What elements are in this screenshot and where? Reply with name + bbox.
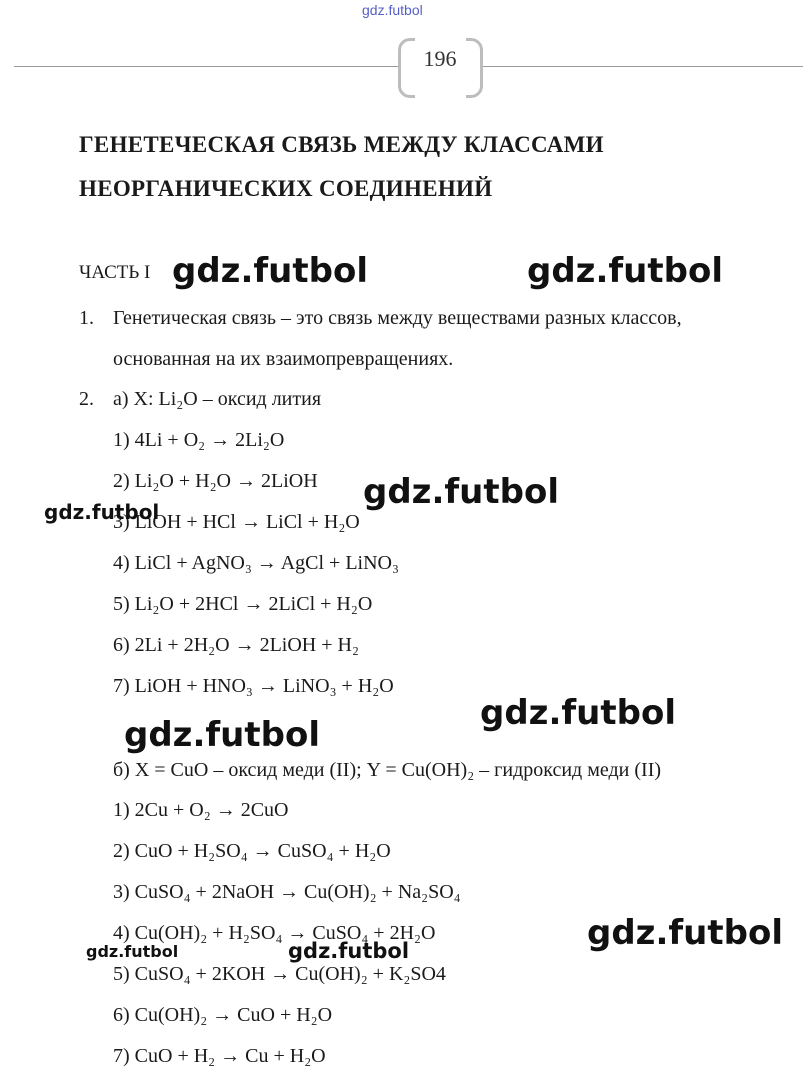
watermark: gdz.futbol [124, 715, 320, 755]
q2a-equation-1: 1) 4Li + O₂ → 2Li₂O [113, 429, 285, 451]
page-title-line-1: ГЕНЕТЕЧЕСКАЯ СВЯЗЬ МЕЖДУ КЛАССАМИ [79, 132, 604, 157]
q2a-equation-4: 4) LiCl + AgNO₃ → AgCl + LiNO₃ [113, 552, 399, 574]
q2a-equation-5: 5) Li₂O + 2HCl → 2LiCl + H₂O [113, 593, 373, 615]
q2b-equation-6: 6) Cu(OH)₂ → CuO + H₂O [113, 1004, 333, 1026]
page-number-bracket-right [466, 38, 483, 98]
q2b-equation-7: 7) CuO + H₂ → Cu + H₂O [113, 1045, 326, 1067]
watermark: gdz.futbol [480, 693, 676, 733]
q2-number: 2. [79, 388, 94, 410]
q2b-equation-1: 1) 2Cu + O₂ → 2CuO [113, 799, 289, 821]
q2b-equation-2: 2) CuO + H₂SO₄ → CuSO₄ + H₂O [113, 840, 391, 862]
q2b-header: б) X = CuO – оксид меди (II); Y = Cu(OH)₂ – гидроксид меди (II) [113, 759, 662, 781]
watermark: gdz.futbol [363, 472, 559, 512]
q2a-equation-7: 7) LiOH + HNO₃ → LiNO₃ + H₂O [113, 675, 394, 697]
q2a-equation-6: 6) 2Li + 2H₂O → 2LiOH + H₂ [113, 634, 359, 656]
q2a-equation-2: 2) Li₂O + H₂O → 2LiOH [113, 470, 318, 492]
q2a-header: а) X: Li₂O – оксид лития [113, 388, 322, 410]
page-number: 196 [423, 46, 457, 71]
watermark: gdz.futbol [587, 913, 783, 953]
page-title-line-2: НЕОРГАНИЧЕСКИХ СОЕДИНЕНИЙ [79, 176, 493, 201]
watermark: gdz.futbol [288, 939, 410, 963]
q2a-equation-3: 3) LiOH + HCl → LiCl + H₂O [113, 511, 360, 533]
q2b-equation-5: 5) CuSO₄ + 2KOH → Cu(OH)₂ + K₂SO4 [113, 963, 446, 985]
q2b-equation-4: 4) Cu(OH)₂ + H₂SO₄ → CuSO₄ + 2H₂O [113, 922, 436, 944]
header-rule-left [14, 66, 399, 67]
q1-text-line-2: основанная на их взаимопревращениях. [113, 348, 454, 370]
q1-text-line-1: Генетическая связь – это связь между веществами разных классов, [113, 307, 682, 329]
q1-number: 1. [79, 307, 94, 329]
watermark: gdz.futbol [44, 500, 160, 524]
watermark: gdz.futbol [527, 251, 723, 291]
watermark: gdz.futbol [172, 251, 368, 291]
watermark: gdz.futbol [86, 942, 179, 961]
q2b-equation-3: 3) CuSO₄ + 2NaOH → Cu(OH)₂ + Na₂SO₄ [113, 881, 461, 903]
part-label: ЧАСТЬ I [79, 262, 151, 283]
header-rule-right [483, 66, 803, 67]
watermark-top: gdz.futbol [362, 2, 423, 18]
